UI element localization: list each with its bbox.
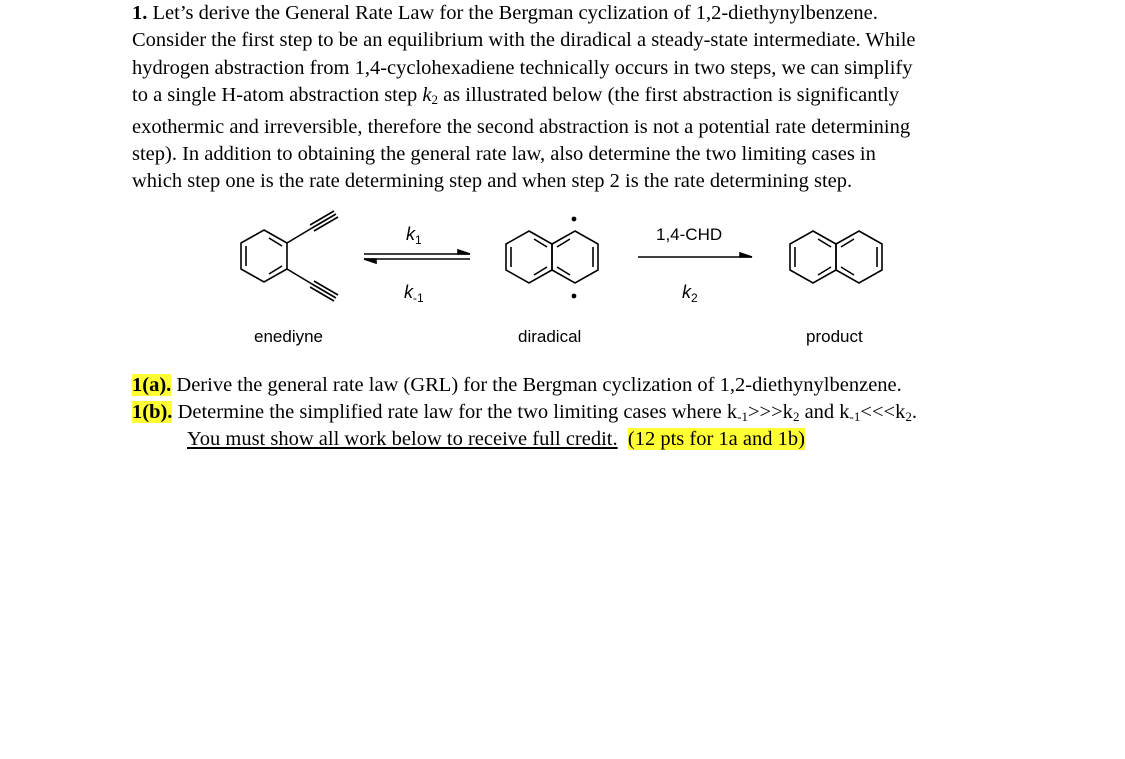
problem-line-2: Consider the first step to be an equilibrium with the diradical a steady-state intermediate. While	[132, 29, 916, 52]
points-text: (12 pts for 1a and 1b)	[627, 428, 805, 450]
credit-line	[187, 428, 805, 451]
reagent-label: 1,4-CHD	[656, 225, 723, 244]
credit-text: You must show all work below to receive full credit.	[187, 428, 618, 450]
question-1b: 1(b). Determine the simplified rate law for the two limiting cases where k-1>>>k2 and k-1<<<k2.	[132, 401, 917, 424]
k1-label: $k_1$	[406, 224, 422, 247]
problem-line-6: step). In addition to obtaining the general rate law, also determine the two limiting cases in	[132, 143, 876, 166]
problem-line-3: hydrogen abstraction from 1,4-cyclohexadiene technically occurs in two steps, we can simplify	[132, 56, 913, 79]
reaction-arrow	[638, 253, 752, 257]
problem-line-5: exothermic and irreversible, therefore the second abstraction is not a potential rate determining	[132, 115, 911, 138]
enediyne-structure	[241, 211, 338, 301]
question-1a-text: Derive the general rate law (GRL) for the Bergman cyclization of 1,2-diethynylbenzene.	[171, 374, 902, 396]
k2-inline: k	[422, 84, 432, 107]
problem-line-7: which step one is the rate determining step and when step 2 is the rate determining step.	[132, 170, 853, 193]
k2-label: $k_2$	[682, 282, 698, 305]
problem-statement	[132, 0, 1012, 196]
radical-dot-bottom	[572, 294, 577, 299]
question-1a	[132, 374, 902, 397]
problem-line-1: 1. Let’s derive the General Rate Law for the Bergman cyclization of 1,2-diethynylbenzene.	[132, 2, 878, 24]
problem-number: 1.	[132, 2, 148, 24]
diradical-label: diradical	[518, 327, 582, 346]
radical-dot-top	[572, 217, 577, 222]
question-1b-tag: 1(b).	[132, 401, 173, 423]
reaction-scheme	[0, 200, 1125, 360]
product-label: product	[806, 327, 863, 346]
k-minus1-label: $k_{-1}$	[404, 282, 424, 305]
question-1a-tag: 1(a).	[132, 374, 172, 396]
equilibrium-arrow	[364, 250, 470, 263]
product-structure	[790, 231, 882, 283]
enediyne-label: enediyne	[254, 327, 324, 346]
diradical-structure	[506, 231, 598, 283]
problem-line-4: to a single H-atom abstraction step k2 as illustrated below (the first abstraction is significantly	[132, 84, 900, 108]
